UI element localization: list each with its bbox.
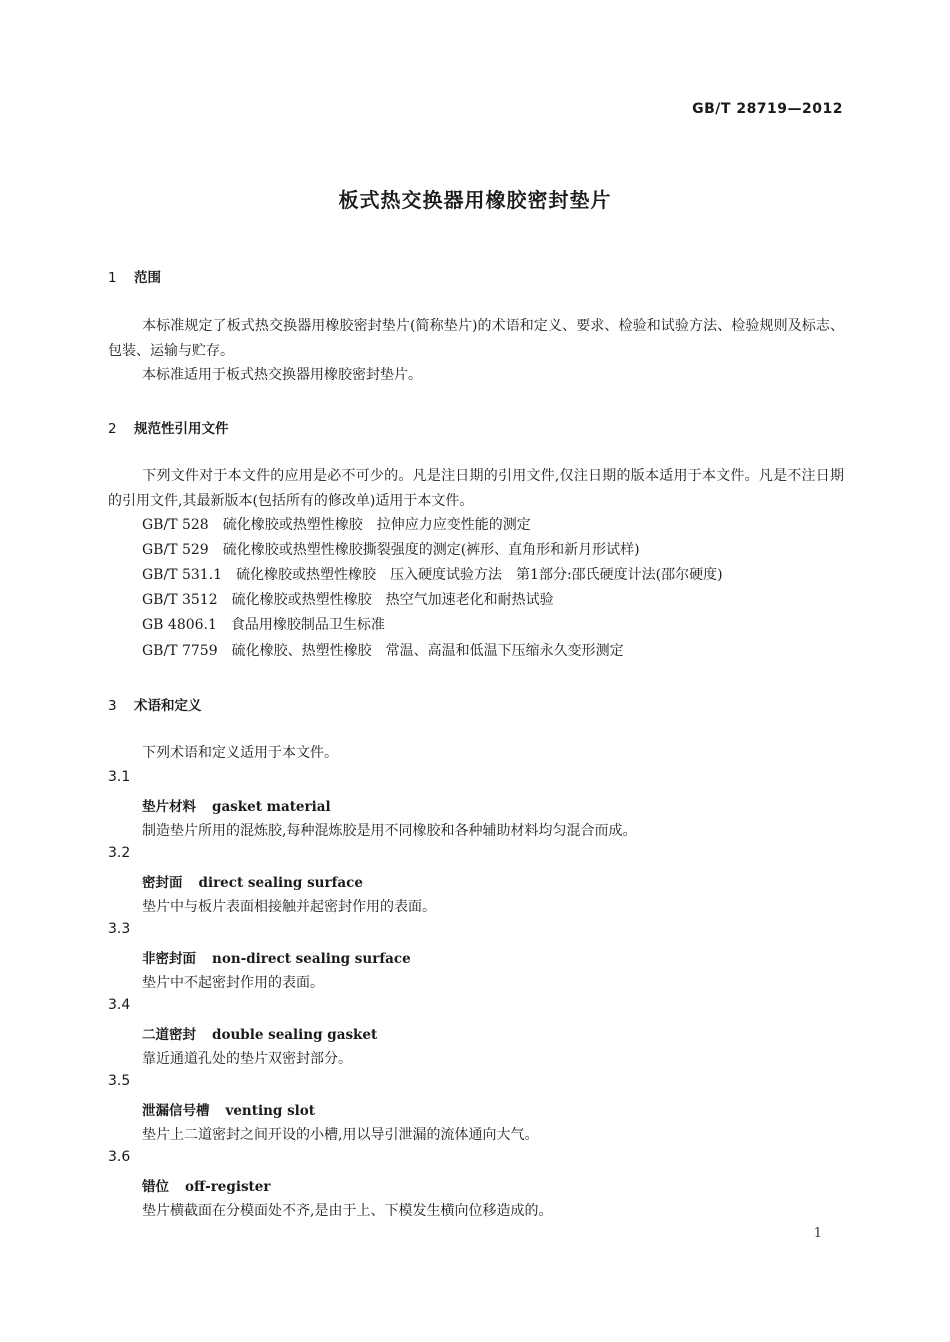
page-number: 1: [813, 1226, 822, 1241]
terms-intro: 下列术语和定义适用于本文件。: [142, 745, 338, 761]
reference-item: GB/T 529 硫化橡胶或热塑性橡胶撕裂强度的测定(裤形、直角形和新月形试样): [142, 542, 640, 558]
term-definition: 垫片上二道密封之间开设的小槽,用以导引泄漏的流体通向大气。: [142, 1127, 539, 1143]
term-name: 错位 off-register: [142, 1179, 271, 1195]
term-definition: 制造垫片所用的混炼胶,每种混炼胶是用不同橡胶和各种辅助材料均匀混合而成。: [142, 823, 637, 839]
section-number: 2: [108, 421, 117, 437]
reference-item: GB/T 3512 硫化橡胶或热塑性橡胶 热空气加速老化和耐热试验: [142, 592, 554, 608]
term-number: 3.1: [108, 769, 131, 785]
section-2-heading: [108, 417, 229, 437]
section-3-heading: [108, 694, 202, 714]
section-title: 规范性引用文件: [134, 421, 229, 437]
term-definition: 垫片横截面在分模面处不齐,是由于上、下模发生横向位移造成的。: [142, 1203, 553, 1219]
term-name: 二道密封 double sealing gasket: [142, 1027, 378, 1043]
section-1-heading: [108, 266, 161, 286]
term-name: 非密封面 non-direct sealing surface: [142, 951, 411, 967]
section-title: 术语和定义: [134, 698, 202, 714]
term-number: 3.5: [108, 1073, 131, 1089]
normative-refs-intro: 下列文件对于本文件的应用是必不可少的。凡是注日期的引用文件,仅注日期的版本适用于本文件。凡是不注日期的引用文件,其最新版本(包括所有的修改单)适用于本文件。: [108, 468, 844, 509]
term-definition: 靠近通道孔处的垫片双密封部分。: [142, 1051, 352, 1067]
reference-item: GB/T 7759 硫化橡胶、热塑性橡胶 常温、高温和低温下压缩永久变形测定: [142, 643, 624, 659]
term-number: 3.2: [108, 845, 131, 861]
term-definition: 垫片中与板片表面相接触并起密封作用的表面。: [142, 899, 436, 915]
reference-item: GB 4806.1 食品用橡胶制品卫生标准: [142, 617, 385, 633]
term-number: 3.6: [108, 1149, 131, 1165]
section-title: 范围: [134, 270, 161, 286]
section-number: 3: [108, 698, 117, 714]
term-name: 密封面 direct sealing surface: [142, 875, 363, 891]
term-name: 垫片材料 gasket material: [142, 799, 331, 815]
scope-applicability: 本标准适用于板式热交换器用橡胶密封垫片。: [142, 367, 422, 383]
scope-paragraph: 本标准规定了板式热交换器用橡胶密封垫片(简称垫片)的术语和定义、要求、检验和试验方法、检验规则及标志、包装、运输与贮存。: [108, 318, 844, 359]
document-title: 板式热交换器用橡胶密封垫片: [338, 188, 612, 212]
standard-code: GB/T 28719—2012: [692, 101, 843, 117]
term-number: 3.4: [108, 997, 131, 1013]
term-number: 3.3: [108, 921, 131, 937]
term-name: 泄漏信号槽 venting slot: [142, 1103, 316, 1119]
section-number: 1: [108, 270, 117, 286]
term-definition: 垫片中不起密封作用的表面。: [142, 975, 324, 991]
reference-item: GB/T 531.1 硫化橡胶或热塑性橡胶 压入硬度试验方法 第1部分:邵氏硬度计法(邵尔硬度): [142, 567, 723, 583]
reference-item: GB/T 528 硫化橡胶或热塑性橡胶 拉伸应力应变性能的测定: [142, 517, 531, 533]
